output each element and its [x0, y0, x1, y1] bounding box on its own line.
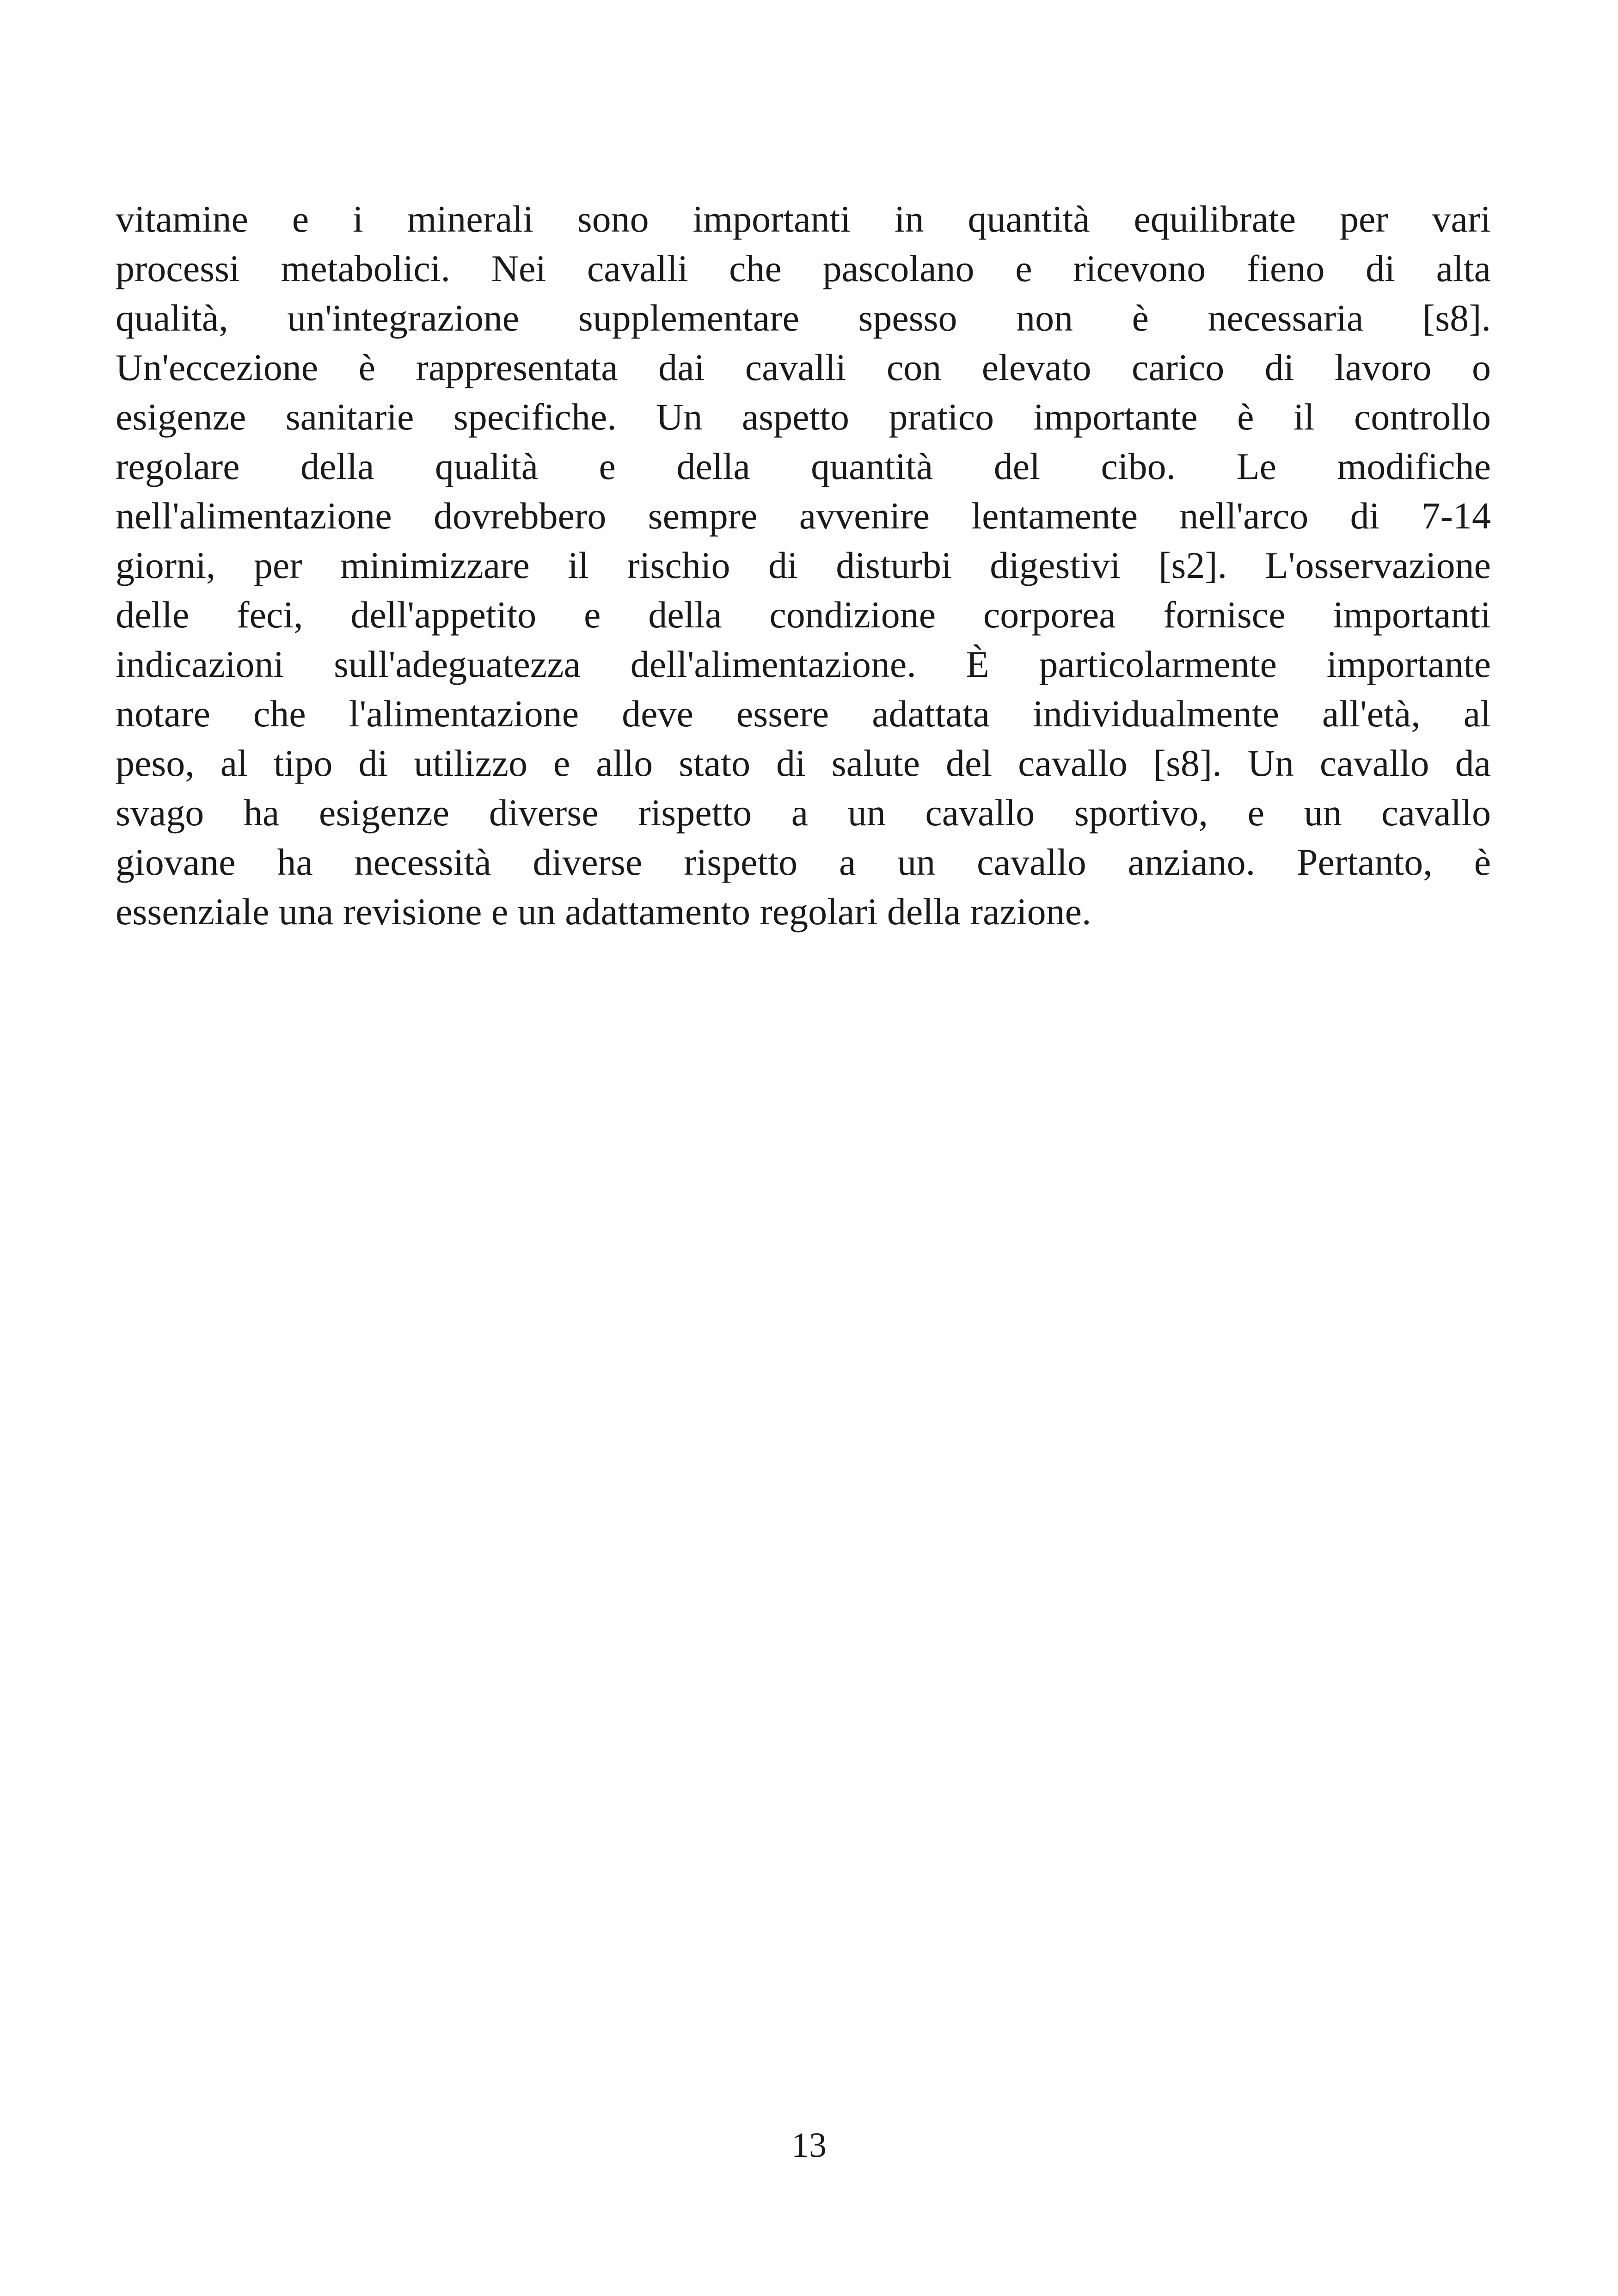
paragraph-line-5: esigenze sanitarie specifiche. Un aspetto pratico importante è il controllo	[116, 396, 1491, 438]
paragraph-line-4: Un'eccezione è rappresentata dai cavalli con elevato carico di lavoro o	[116, 346, 1491, 388]
page-number: 13	[791, 2126, 827, 2165]
paragraph-line-9: delle feci, dell'appetito e della condizione corporea fornisce importanti	[116, 594, 1491, 636]
body-paragraph	[116, 194, 1491, 936]
paragraph-line-8: giorni, per minimizzare il rischio di disturbi digestivi [s2]. L'osservazione	[116, 544, 1491, 586]
paragraph-line-15: essenziale una revisione e un adattamento regolari della razione.	[116, 890, 1091, 933]
paragraph-line-13: svago ha esigenze diverse rispetto a un cavallo sportivo, e un cavallo	[116, 792, 1491, 834]
paragraph-line-12: peso, al tipo di utilizzo e allo stato di salute del cavallo [s8]. Un cavallo da	[116, 742, 1491, 784]
paragraph-line-7: nell'alimentazione dovrebbero sempre avvenire lentamente nell'arco di 7-14	[116, 495, 1491, 537]
paragraph-line-6: regolare della qualità e della quantità del cibo. Le modifiche	[116, 445, 1491, 487]
paragraph-line-2: processi metabolici. Nei cavalli che pascolano e ricevono fieno di alta	[116, 247, 1491, 289]
paragraph-line-14: giovane ha necessità diverse rispetto a un cavallo anziano. Pertanto, è	[116, 841, 1491, 883]
paragraph-line-1: vitamine e i minerali sono importanti in quantità equilibrate per vari	[116, 198, 1491, 240]
paragraph-line-11: notare che l'alimentazione deve essere adattata individualmente all'età, al	[116, 693, 1491, 735]
paragraph-line-3: qualità, un'integrazione supplementare spesso non è necessaria [s8].	[116, 297, 1491, 339]
paragraph-line-10: indicazioni sull'adeguatezza dell'alimentazione. È particolarmente importante	[116, 643, 1491, 685]
